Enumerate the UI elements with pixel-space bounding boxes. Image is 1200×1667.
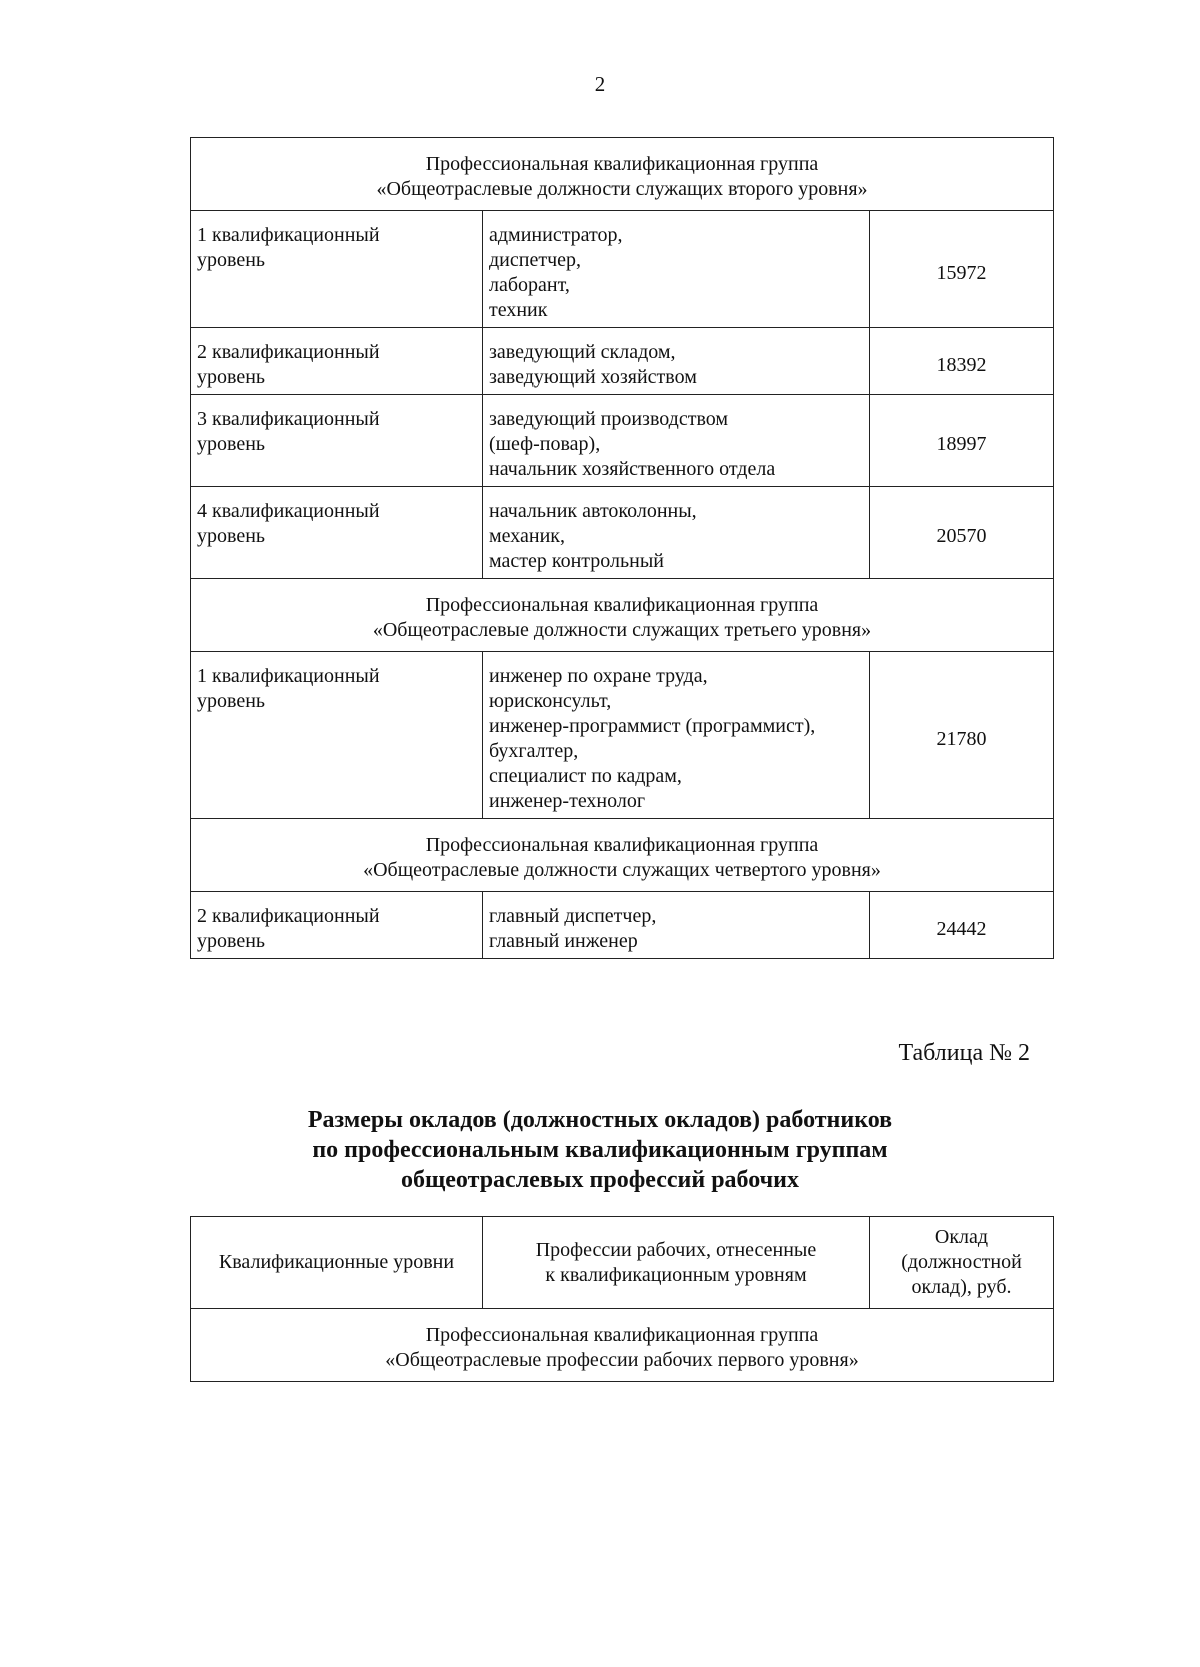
qualification-level-row — [191, 892, 1054, 959]
position-item: специалист по кадрам, — [489, 765, 682, 787]
position-item: мастер контрольный — [489, 550, 664, 572]
position-item: диспетчер, — [489, 249, 582, 271]
positions-cell — [483, 652, 870, 819]
header-text: (должностной — [901, 1251, 1022, 1273]
header-text: оклад), руб. — [911, 1276, 1012, 1298]
group-title-line: Профессиональная квалификационная группа — [425, 594, 819, 616]
qualification-level-row — [191, 487, 1054, 579]
position-item: инженер-программист (программист), — [489, 715, 816, 737]
header-text: Профессии рабочих, отнесенные — [535, 1238, 817, 1261]
group-title-line: Профессиональная квалификационная группа — [425, 1324, 819, 1346]
group-title-line: Профессиональная квалификационная группа — [425, 153, 819, 175]
header-professions — [483, 1217, 870, 1309]
group-title-cell — [191, 579, 1054, 652]
group-title-line: Профессиональная квалификационная группа — [425, 834, 819, 856]
position-item: юрисконсульт, — [489, 690, 612, 712]
qualification-level-cell — [191, 652, 483, 819]
position-item: бухгалтер, — [489, 740, 579, 762]
group-title-cell — [191, 138, 1054, 211]
qualification-level-text: уровень — [197, 249, 266, 271]
position-item: заведующий производством — [489, 408, 729, 430]
qualification-level-text: 2 квалификационный — [197, 341, 380, 363]
title-line: Размеры окладов (должностных окладов) работников — [307, 1107, 893, 1133]
salary-cell: 24442 — [870, 892, 1054, 959]
qualification-level-text: уровень — [197, 366, 266, 388]
salary-cell: 18392 — [870, 328, 1054, 395]
salary-cell: 21780 — [870, 652, 1054, 819]
position-item: администратор, — [489, 224, 623, 246]
qualification-level-row — [191, 211, 1054, 328]
group-row — [191, 1309, 1054, 1382]
qualification-level-text: 3 квалификационный — [197, 408, 380, 430]
header-text: Квалификационные уровни — [218, 1251, 455, 1273]
qualification-level-text: уровень — [197, 930, 266, 952]
qualification-level-cell — [191, 892, 483, 959]
qualification-level-text: уровень — [197, 433, 266, 455]
salary-table-2-body — [191, 1309, 1054, 1382]
table-header-row — [191, 1217, 1054, 1309]
group-title-line: «Общеотраслевые профессии рабочих первого уровня» — [385, 1349, 859, 1371]
position-item: механик, — [489, 525, 566, 547]
positions-cell — [483, 892, 870, 959]
positions-cell — [483, 328, 870, 395]
qualification-level-cell — [191, 487, 483, 579]
position-item: инженер по охране труда, — [489, 665, 708, 687]
qualification-level-text: уровень — [197, 525, 266, 547]
position-item: главный инженер — [489, 930, 638, 952]
header-text: к квалификационным уровням — [545, 1263, 807, 1286]
qualification-level-row — [191, 652, 1054, 819]
group-title-line: «Общеотраслевые должности служащих третьего уровня» — [372, 619, 872, 641]
position-item: начальник хозяйственного отдела — [489, 458, 776, 480]
header-salary — [870, 1217, 1054, 1309]
qualification-level-cell — [191, 328, 483, 395]
group-row — [191, 579, 1054, 652]
group-title-cell — [191, 1309, 1054, 1382]
position-item: начальник автоколонны, — [489, 500, 697, 522]
qualification-level-text: 2 квалификационный — [197, 905, 380, 927]
qualification-level-text: уровень — [197, 690, 266, 712]
title-line: по профессиональным квалификационным группам — [312, 1137, 888, 1163]
group-title-cell — [191, 819, 1054, 892]
qualification-level-row — [191, 395, 1054, 487]
salary-cell: 15972 — [870, 211, 1054, 328]
salary-table-2 — [190, 1216, 1054, 1382]
qualification-level-text: 4 квалификационный — [197, 500, 380, 522]
qualification-level-cell — [191, 211, 483, 328]
table-number: Таблица № 2 — [898, 1040, 1030, 1066]
position-item: техник — [489, 299, 548, 321]
qualification-level-row — [191, 328, 1054, 395]
position-item: заведующий складом, — [489, 341, 676, 363]
position-item: заведующий хозяйством — [489, 366, 697, 388]
position-item: лаборант, — [489, 274, 570, 296]
positions-cell — [483, 395, 870, 487]
position-item: (шеф-повар), — [489, 433, 601, 455]
positions-cell — [483, 487, 870, 579]
qualification-level-text: 1 квалификационный — [197, 665, 380, 687]
qualification-level-text: 1 квалификационный — [197, 224, 380, 246]
salary-cell: 18997 — [870, 395, 1054, 487]
title-line: общеотраслевых профессий рабочих — [401, 1167, 799, 1193]
group-title-line: «Общеотраслевые должности служащих четвертого уровня» — [363, 859, 881, 881]
qualification-level-cell — [191, 395, 483, 487]
group-row — [191, 819, 1054, 892]
position-item: инженер-технолог — [489, 790, 646, 812]
positions-cell — [483, 211, 870, 328]
group-row — [191, 138, 1054, 211]
document-title — [0, 1105, 1200, 1195]
header-levels — [191, 1217, 483, 1309]
page-number: 2 — [594, 72, 606, 96]
salary-table-1-body — [191, 138, 1054, 959]
group-title-line: «Общеотраслевые должности служащих второго уровня» — [376, 178, 868, 200]
salary-cell: 20570 — [870, 487, 1054, 579]
salary-table-1 — [190, 137, 1054, 959]
position-item: главный диспетчер, — [489, 905, 657, 927]
header-text: Оклад — [934, 1226, 989, 1248]
